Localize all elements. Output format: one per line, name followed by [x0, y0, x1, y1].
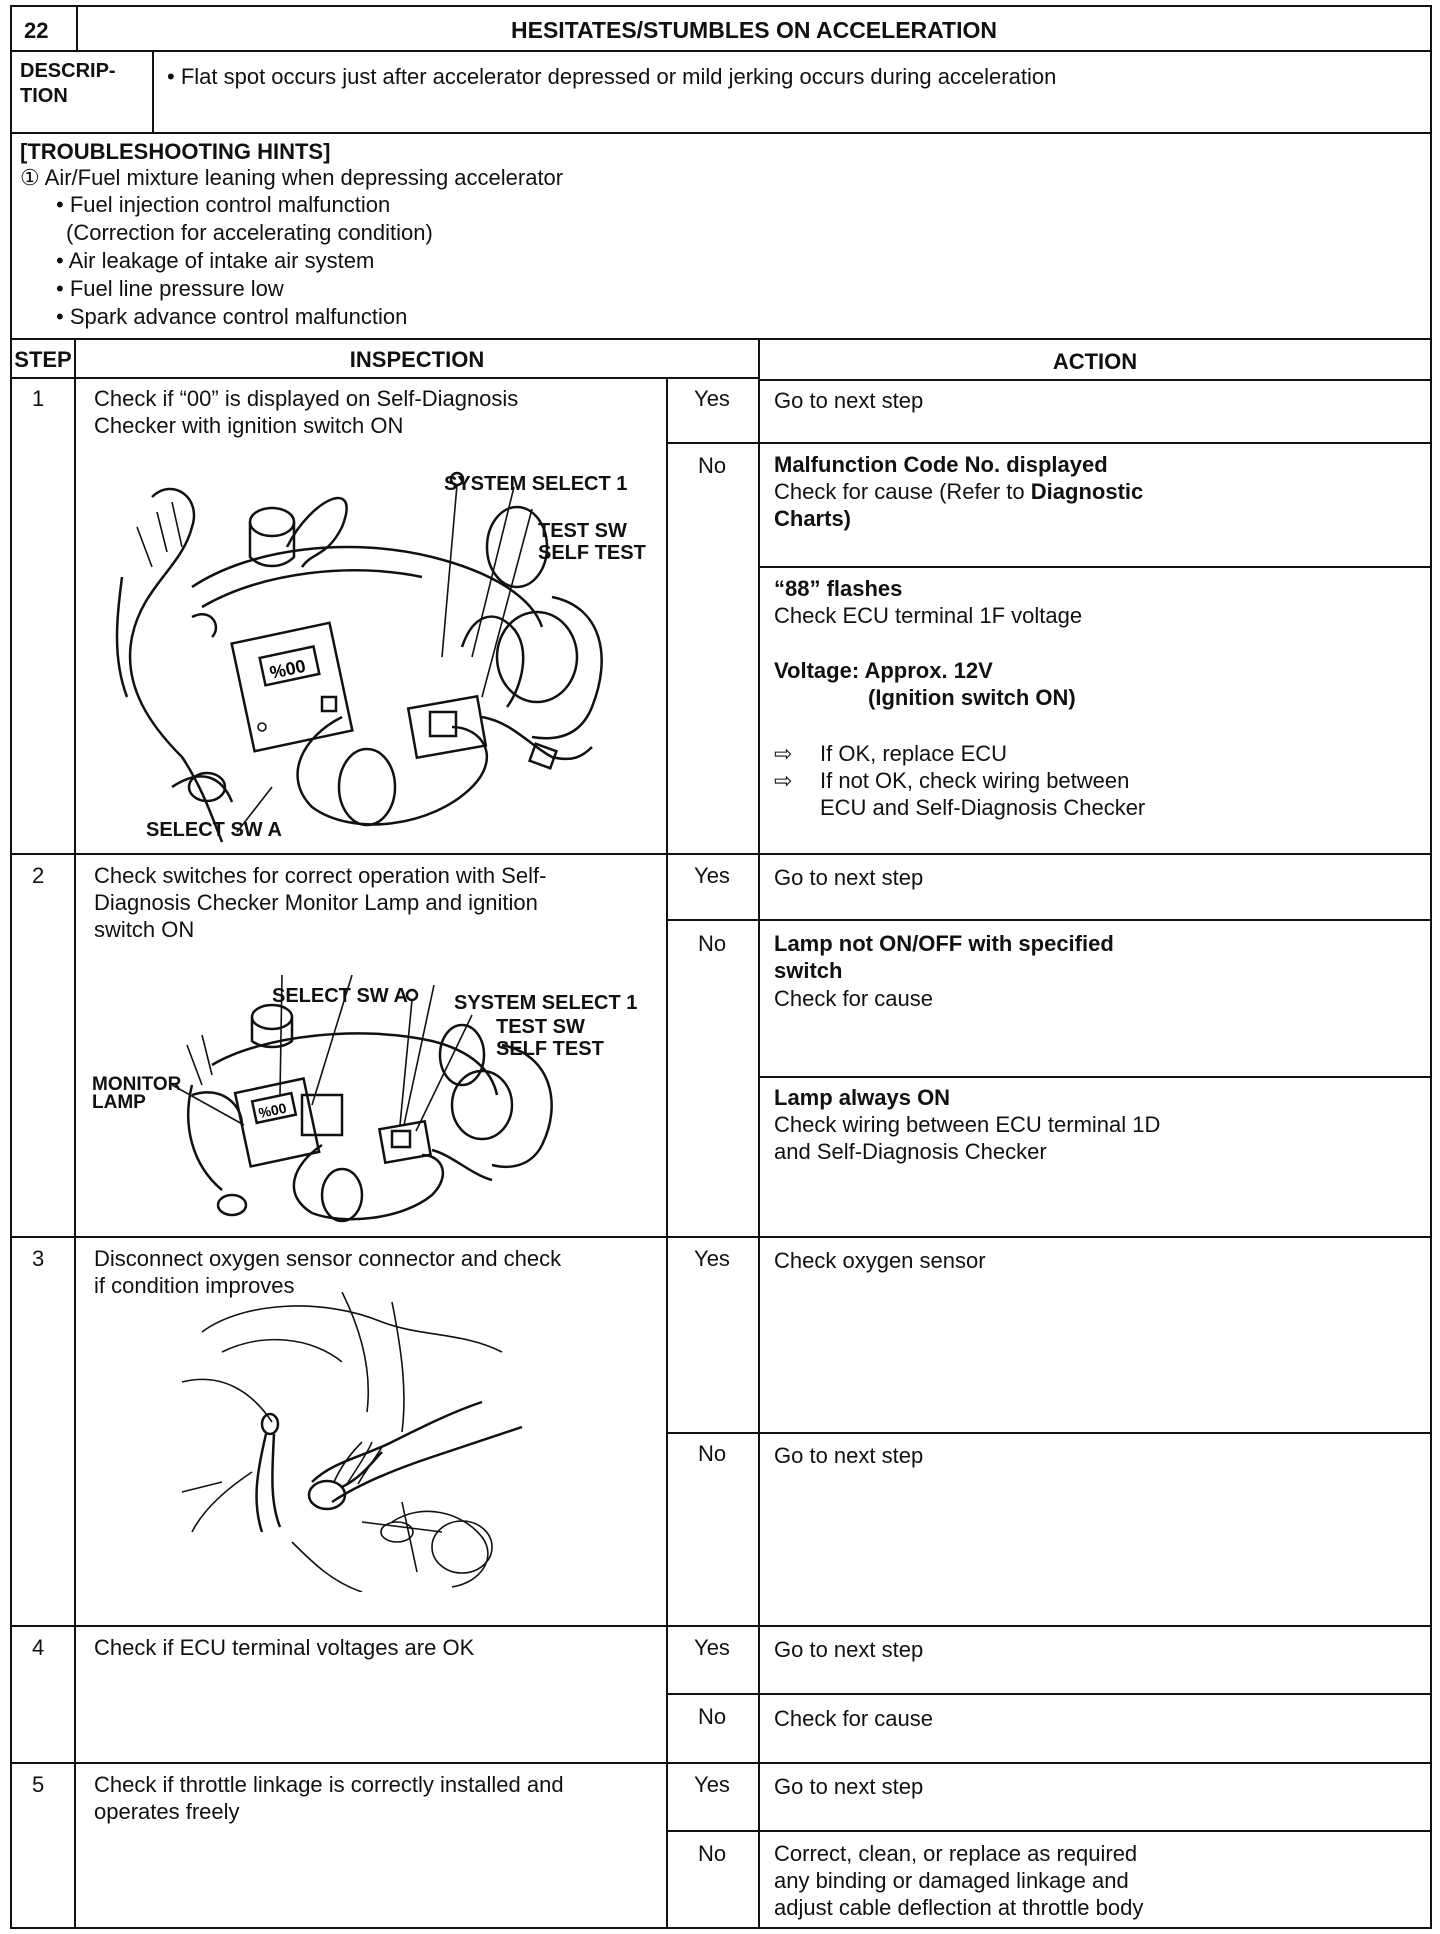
hints-cause — [20, 164, 563, 191]
action-text: Check oxygen sensor — [774, 1248, 986, 1273]
figure-label: SELECT SW A — [272, 985, 408, 1007]
display-readout: %00 — [257, 1099, 288, 1122]
no-label: No — [697, 1441, 727, 1466]
column-action: ACTION — [1052, 349, 1138, 374]
step-inspection-line: Check if ECU terminal voltages are OK — [94, 1635, 475, 1660]
action-title: Lamp not ON/OFF with specified — [774, 931, 1114, 956]
divider — [666, 1432, 1430, 1434]
step-inspection-line: if condition improves — [94, 1273, 295, 1298]
action-text-part: Check for cause (Refer to — [774, 479, 1031, 504]
figure-label: SELECT SW A — [146, 819, 282, 841]
divider — [666, 442, 1430, 444]
figure-label: MONITOR — [92, 1074, 182, 1095]
divider — [666, 919, 1430, 921]
figure-label: SELF TEST — [496, 1038, 604, 1060]
figure-label: SYSTEM SELECT 1 — [444, 473, 628, 495]
action-text: adjust cable deflection at throttle body — [774, 1895, 1144, 1920]
divider — [12, 338, 1430, 340]
display-readout: %00 — [267, 655, 308, 683]
step-inspection-line: Check if throttle linkage is correctly installed and — [94, 1772, 564, 1797]
action-text: Check for cause — [774, 1706, 933, 1731]
divider — [74, 339, 76, 1929]
action-text: Check wiring between ECU terminal 1D — [774, 1112, 1161, 1137]
action-reference: Diagnostic — [1030, 479, 1144, 504]
step-number: 1 — [32, 386, 45, 411]
divider — [152, 51, 154, 133]
step-inspection-line: Disconnect oxygen sensor connector and check — [94, 1246, 562, 1271]
step-number: 4 — [32, 1635, 45, 1660]
figure-label: SYSTEM SELECT 1 — [454, 992, 638, 1014]
description-label-line1: DESCRIP- — [20, 60, 116, 82]
action-text: Check for cause — [774, 986, 933, 1011]
page-title: HESITATES/STUMBLES ON ACCELERATION — [511, 17, 997, 43]
action-text: Go to next step — [774, 1443, 924, 1468]
action-text: Go to next step — [774, 1774, 924, 1799]
action-text — [774, 478, 1143, 505]
hint-item: • Air leakage of intake air system — [56, 248, 375, 273]
divider — [12, 1236, 1430, 1238]
description-label-line2: TION — [20, 85, 68, 107]
divider — [12, 1625, 1430, 1627]
action-text: and Self-Diagnosis Checker — [774, 1139, 1047, 1164]
action-text: ECU and Self-Diagnosis Checker — [820, 795, 1146, 820]
hint-item: • Fuel line pressure low — [56, 276, 284, 301]
step-inspection-line: switch ON — [94, 917, 195, 942]
no-label: No — [697, 931, 727, 956]
yes-label: Yes — [694, 863, 730, 888]
divider — [12, 50, 1430, 52]
figure-label: SELF TEST — [538, 542, 646, 564]
action-text: Correct, clean, or replace as required — [774, 1841, 1138, 1866]
action-text: If OK, replace ECU — [820, 741, 1008, 766]
column-inspection: INSPECTION — [349, 347, 485, 372]
cause-text: Air/Fuel mixture leaning when depressing accelerator — [44, 165, 564, 190]
divider — [758, 566, 1430, 568]
action-text: If not OK, check wiring between — [820, 768, 1130, 793]
step-inspection-line: Check switches for correct operation with Self- — [94, 863, 547, 888]
hint-item: • Fuel injection control malfunction — [56, 192, 391, 217]
divider — [758, 379, 1430, 381]
divider — [666, 1693, 1430, 1695]
divider — [12, 1762, 1430, 1764]
figure-label: LAMP — [92, 1092, 146, 1113]
cause-number: ① — [20, 165, 40, 190]
action-text: Charts) — [774, 506, 852, 531]
yes-label: Yes — [694, 1772, 730, 1797]
step-number: 3 — [32, 1246, 45, 1271]
step-number: 2 — [32, 863, 45, 888]
divider — [758, 339, 760, 1929]
no-label: No — [697, 1841, 727, 1866]
divider — [12, 132, 1430, 134]
divider — [758, 1076, 1430, 1078]
divider — [12, 853, 1430, 855]
divider — [666, 1830, 1430, 1832]
action-text: Go to next step — [774, 388, 924, 413]
step-inspection-line: Checker with ignition switch ON — [94, 413, 404, 438]
step-inspection-line: Check if “00” is displayed on Self-Diagnosis — [94, 386, 519, 411]
figure-label: TEST SW — [496, 1016, 585, 1038]
yes-label: Yes — [694, 1635, 730, 1660]
spec-text: Voltage: Approx. 12V — [774, 658, 993, 683]
description-text: • Flat spot occurs just after accelerator depressed or mild jerking occurs during acceleration — [167, 64, 1057, 89]
arrow-icon: ⇨ — [774, 741, 793, 766]
arrow-icon: ⇨ — [774, 768, 793, 793]
step-inspection-line: operates freely — [94, 1799, 240, 1824]
no-label: No — [697, 1704, 727, 1729]
action-text: any binding or damaged linkage and — [774, 1868, 1129, 1893]
no-label: No — [697, 453, 727, 478]
spec-text: (Ignition switch ON) — [868, 685, 1076, 710]
troubleshooting-page — [10, 5, 1432, 1929]
step-number: 5 — [32, 1772, 45, 1797]
action-title: Malfunction Code No. displayed — [774, 452, 1108, 477]
action-text: Check ECU terminal 1F voltage — [774, 603, 1083, 628]
column-step: STEP — [14, 347, 72, 372]
action-title: switch — [774, 958, 843, 983]
yes-label: Yes — [694, 1246, 730, 1271]
yes-label: Yes — [694, 386, 730, 411]
divider — [12, 377, 760, 379]
action-text: Go to next step — [774, 865, 924, 890]
hint-item: (Correction for accelerating condition) — [66, 220, 433, 245]
hints-title: [TROUBLESHOOTING HINTS] — [20, 139, 331, 164]
step-inspection-line: Diagnosis Checker Monitor Lamp and ignition — [94, 890, 538, 915]
checker-connection-figure — [112, 457, 662, 847]
action-title: Lamp always ON — [774, 1085, 951, 1110]
figure-label: TEST SW — [538, 520, 627, 542]
divider — [666, 378, 668, 1929]
action-text: Go to next step — [774, 1637, 924, 1662]
action-title: “88” flashes — [774, 576, 903, 601]
hint-item: • Spark advance control malfunction — [56, 304, 408, 329]
chart-number: 22 — [24, 18, 49, 43]
oxygen-sensor-figure — [162, 1292, 542, 1592]
